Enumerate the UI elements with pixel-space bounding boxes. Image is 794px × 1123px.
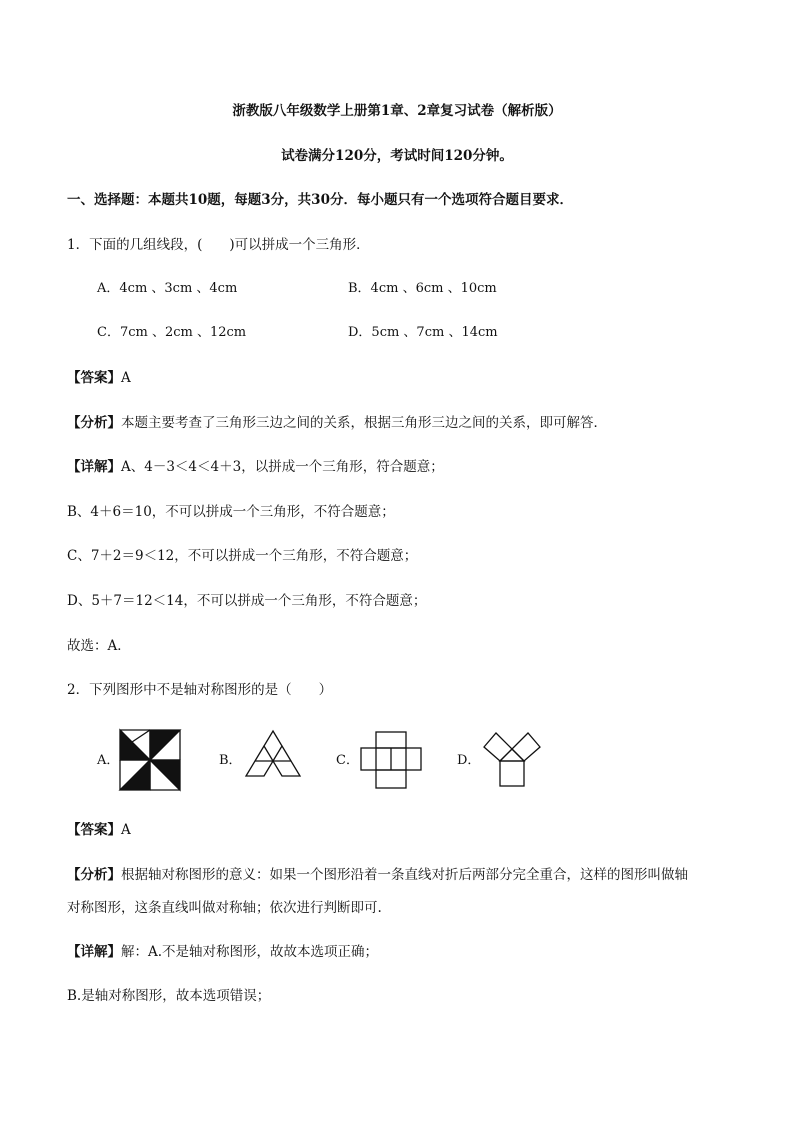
analysis-tag: 【分析】 [67,867,121,883]
q1-option-b: B．4cm 、6cm 、10cm [348,281,497,296]
q1-option-a: A．4cm 、3cm 、4cm [97,281,238,296]
exam-info: 试卷满分120分，考试时间120分钟。 [281,148,513,164]
q1-detail-c: C、7＋2＝9＜12，不可以拼成一个三角形，不符合题意； [67,548,418,564]
q1-answer [67,369,131,387]
figure-label-c: C． [336,753,359,768]
analysis-text: 根据轴对称图形的意义：如果一个图形沿着一条直线对折后两部分完全重合，这样的图形叫做轴 [121,867,688,883]
pinwheel-figure [117,727,183,793]
question-1-stem: 1．下面的几组线段，( )可以拼成一个三角形． [67,237,370,253]
figure-label-d: D． [457,753,481,768]
answer-value: A [121,822,131,838]
section-heading: 一、选择题：本题共10题，每题3分，共30分．每小题只有一个选项符合题目要求． [67,192,573,208]
three-rhombus-figure [240,729,306,789]
q2-detail-a [67,943,378,961]
answer-value: A [121,370,131,386]
question-2-stem: 2．下列图形中不是轴对称图形的是（ ） [67,682,333,698]
q2-analysis-continued: 对称图形，这条直线叫做对称轴；依次进行判断即可. [67,900,382,916]
cross-net-figure [358,730,424,790]
figure-label-a: A． [97,753,120,768]
figure-label-b: B． [219,753,242,768]
detail-text: 解：A.不是轴对称图形，故故本选项正确； [121,944,379,960]
q1-analysis [67,414,607,432]
detail-tag: 【详解】 [67,944,121,960]
answer-tag: 【答案】 [67,822,121,838]
q1-detail-a [67,458,444,476]
q1-detail-d: D、5＋7＝12＜14，不可以拼成一个三角形，不符合题意； [67,593,427,609]
detail-tag: 【详解】 [67,459,121,475]
q1-option-d: D．5cm 、7cm 、14cm [348,325,498,340]
q2-analysis [67,866,688,884]
analysis-tag: 【分析】 [67,415,121,431]
detail-text: A、4－3＜4＜4＋3，以拼成一个三角形，符合题意； [121,459,444,475]
q1-conclusion: 故选：A． [67,638,131,654]
q2-detail-b: B.是轴对称图形，故本选项错误； [67,988,271,1004]
q1-option-c: C．7cm 、2cm 、12cm [97,325,247,340]
answer-tag: 【答案】 [67,370,121,386]
triangle-squares-figure [478,729,548,789]
page-title: 浙教版八年级数学上册第1章、2章复习试卷（解析版） [232,103,562,119]
q1-detail-b: B、4＋6＝10，不可以拼成一个三角形，不符合题意； [67,504,395,520]
analysis-text: 本题主要考查了三角形三边之间的关系，根据三角形三边之间的关系，即可解答． [121,415,607,431]
q2-answer [67,821,131,839]
